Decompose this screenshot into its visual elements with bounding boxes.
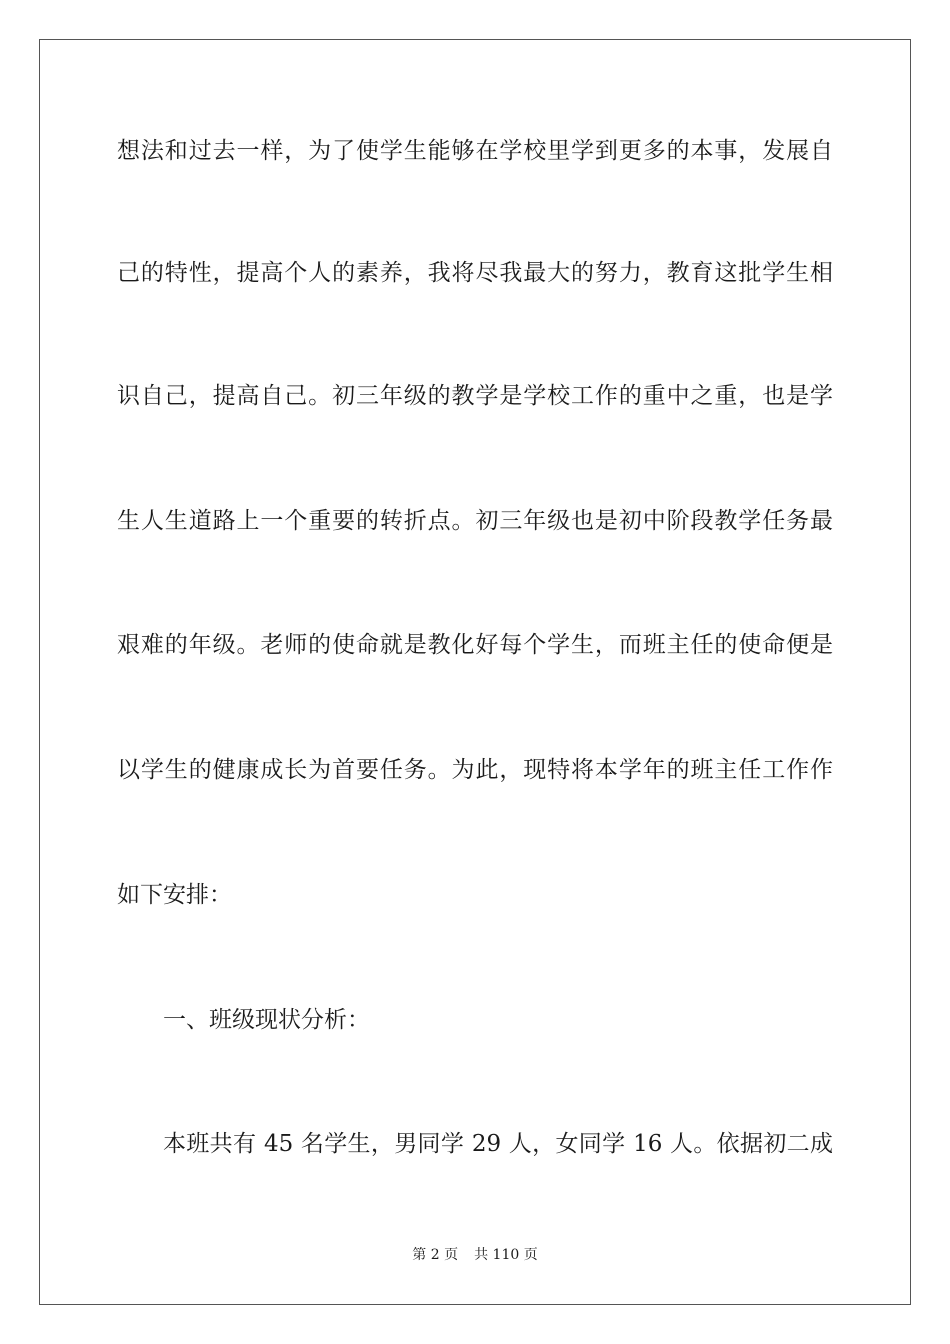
body-text-line-1: 想法和过去一样，为了使学生能够在学校里学到更多的本事，发展自 [117,138,833,164]
body-text-line-9: 本班共有 45 名学生，男同学 29 人，女同学 16 人。依据初二成 [163,1131,833,1157]
page-footer [0,1246,950,1264]
body-text-line-3: 识自己，提高自己。初三年级的教学是学校工作的重中之重，也是学 [117,383,833,409]
body-text-line-5: 艰难的年级。老师的使命就是教化好每个学生，而班主任的使命便是 [117,632,833,658]
body-text-line-6: 以学生的健康成长为首要任务。为此，现特将本学年的班主任工作作 [117,757,833,783]
body-text-line-4: 生人生道路上一个重要的转折点。初三年级也是初中阶段教学任务最 [117,508,833,534]
body-text-line-2: 己的特性，提高个人的素养，我将尽我最大的努力，教育这批学生相 [117,260,833,286]
section-heading: 一、班级现状分析： [163,1007,370,1033]
body-text-line-7: 如下安排： [117,882,232,908]
page-total: 共 110 页 [474,1247,538,1263]
page-number: 第 2 页 [412,1247,459,1263]
page-border [39,39,911,1305]
